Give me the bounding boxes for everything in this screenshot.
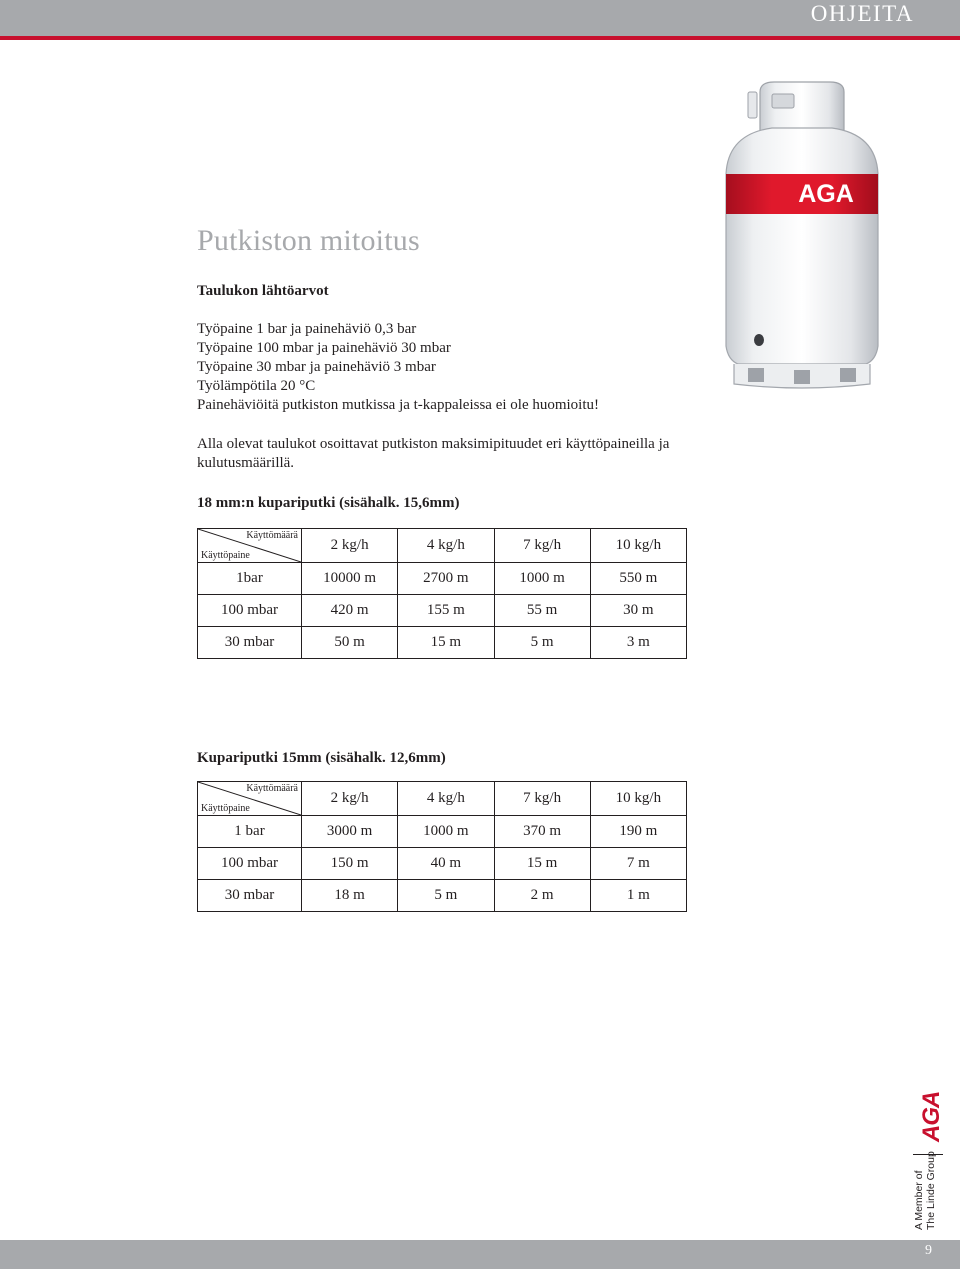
table-row	[198, 595, 687, 627]
table-cell: 15 m	[494, 848, 590, 880]
aga-logo: AGA	[918, 1091, 945, 1142]
input-value-line: Työpaine 30 mbar ja painehäviö 3 mbar	[197, 359, 436, 375]
input-value-line: Työlämpötila 20 °C	[197, 378, 316, 394]
column-header: 4 kg/h	[398, 782, 494, 816]
intro-paragraph: Alla olevat taulukot osoittavat putkiston maksimipituudet eri käyttöpaineilla ja kulutusmäärillä.	[197, 436, 670, 471]
corner-label-pressure: Käyttöpaine	[201, 550, 250, 561]
table-cell: 150 m	[302, 848, 398, 880]
table-cell: 2700 m	[398, 563, 494, 595]
table-cell: 550 m	[590, 563, 686, 595]
column-header: 10 kg/h	[590, 782, 686, 816]
table-row	[198, 848, 687, 880]
corner-label-flow: Käyttömäärä	[246, 530, 298, 541]
bottle-label: AGA	[798, 180, 854, 208]
table-cell: 3 m	[590, 627, 686, 659]
linde-member-text	[913, 1150, 941, 1230]
table-cell: 1000 m	[398, 816, 494, 848]
page-subtitle: Taulukon lähtöarvot	[197, 283, 329, 299]
row-header: 30 mbar	[198, 880, 302, 912]
member-line-2: The Linde Group	[925, 1151, 937, 1230]
table-corner-cell	[198, 782, 302, 816]
row-header: 30 mbar	[198, 627, 302, 659]
table-2-title: Kupariputki 15mm (sisähalk. 12,6mm)	[197, 750, 446, 766]
gas-bottle-image	[716, 78, 888, 394]
table-cell: 2 m	[494, 880, 590, 912]
row-header: 1 bar	[198, 816, 302, 848]
section-label: OHJEITA	[810, 1, 914, 26]
table-cell: 1 m	[590, 880, 686, 912]
table-cell: 40 m	[398, 848, 494, 880]
corner-label-pressure: Käyttöpaine	[201, 803, 250, 814]
table-cell: 190 m	[590, 816, 686, 848]
table-header-row	[198, 529, 687, 563]
table-1-title: 18 mm:n kupariputki (sisähalk. 15,6mm)	[197, 495, 460, 511]
column-header: 7 kg/h	[494, 782, 590, 816]
column-header: 2 kg/h	[302, 782, 398, 816]
table-cell: 50 m	[302, 627, 398, 659]
column-header: 2 kg/h	[302, 529, 398, 563]
table-row	[198, 627, 687, 659]
footer-bar	[0, 1240, 960, 1269]
table-row	[198, 563, 687, 595]
column-header: 4 kg/h	[398, 529, 494, 563]
input-values-list	[197, 320, 599, 415]
table-cell: 5 m	[398, 880, 494, 912]
table-cell: 55 m	[494, 595, 590, 627]
table-cell: 15 m	[398, 627, 494, 659]
table-cell: 420 m	[302, 595, 398, 627]
table-row	[198, 880, 687, 912]
table-cell: 3000 m	[302, 816, 398, 848]
row-header: 1bar	[198, 563, 302, 595]
table-cell: 30 m	[590, 595, 686, 627]
table-cell: 155 m	[398, 595, 494, 627]
input-value-line: Työpaine 100 mbar ja painehäviö 30 mbar	[197, 340, 451, 356]
pipe-length-table-18mm	[197, 528, 687, 659]
column-header: 10 kg/h	[590, 529, 686, 563]
table-cell: 1000 m	[494, 563, 590, 595]
table-row	[198, 816, 687, 848]
input-value-line: Työpaine 1 bar ja painehäviö 0,3 bar	[197, 321, 417, 337]
table-header-row	[198, 782, 687, 816]
page-number: 9	[925, 1243, 932, 1258]
row-header: 100 mbar	[198, 595, 302, 627]
row-header: 100 mbar	[198, 848, 302, 880]
corner-label-flow: Käyttömäärä	[246, 783, 298, 794]
table-cell: 7 m	[590, 848, 686, 880]
pipe-length-table-15mm	[197, 781, 687, 912]
header-accent-rule	[0, 36, 960, 40]
table-cell: 18 m	[302, 880, 398, 912]
table-cell: 5 m	[494, 627, 590, 659]
table-cell: 370 m	[494, 816, 590, 848]
table-cell: 10000 m	[302, 563, 398, 595]
page-title: Putkiston mitoitus	[197, 224, 420, 257]
member-line-1: A Member of	[913, 1170, 925, 1230]
column-header: 7 kg/h	[494, 529, 590, 563]
input-value-line: Painehäviöitä putkiston mutkissa ja t-kappaleissa ei ole huomioitu!	[197, 397, 600, 413]
aga-logo-block	[905, 1091, 945, 1232]
table-corner-cell	[198, 529, 302, 563]
